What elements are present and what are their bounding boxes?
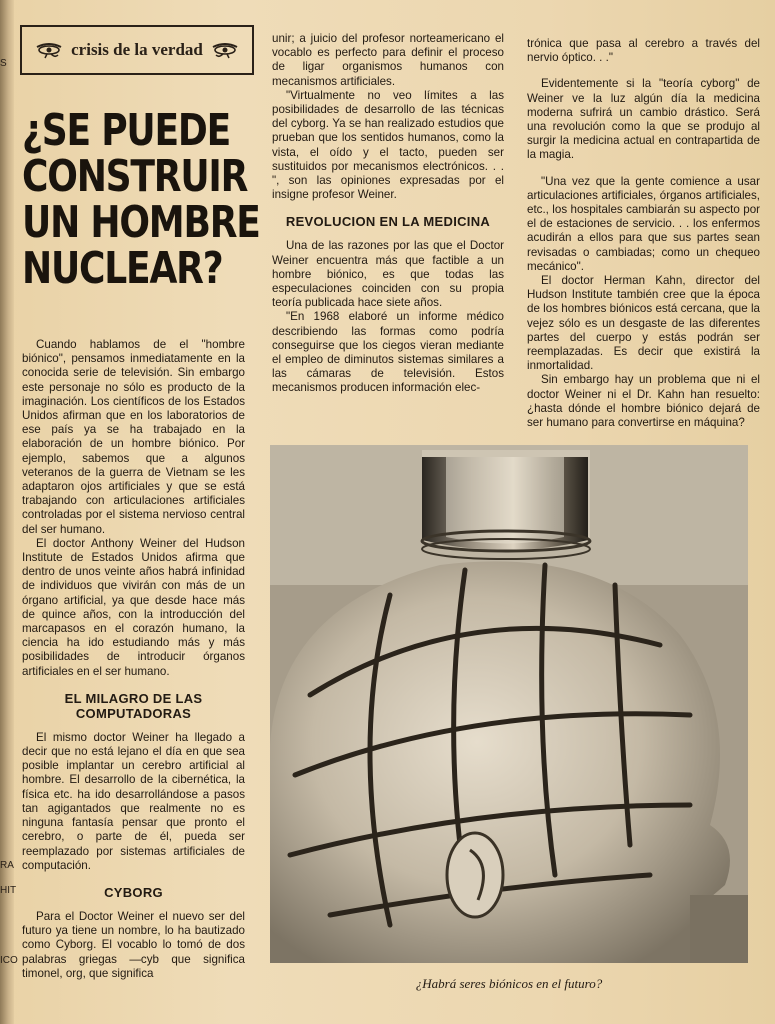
- section-header: [20, 25, 254, 75]
- text-column-3: [527, 37, 760, 430]
- headline-line: NUCLEAR?: [22, 243, 223, 294]
- headline-line: ¿SE PUEDE: [22, 105, 231, 156]
- subheading: CYBORG: [104, 884, 163, 900]
- paragraph: El doctor Herman Kahn, director del Hudson Institute también cree que la época de los hombres biónicos está cercana, que la vejez sólo es un desgaste de las diferentes partes del cuerpo y estás podrán ser reemplazadas. Es decir que existirá la inmortalidad.: [527, 274, 760, 373]
- section-label: crisis de la verdad: [71, 40, 203, 59]
- paragraph: El mismo doctor Weiner ha llegado a decir que no está lejano el día en que sea posible implantar un cerebro artificial al hombre. El desarrollo de la cibernética, la física etc. ha ido desarrollándose a pasos tan agigantados que realmente no es ninguna fantasía pensar que pronto el cerebro, o parte de él, pueda ser reemplazado por sistemas artificiales de computación.: [22, 730, 245, 872]
- photo-caption: ¿Habrá seres biónicos en el futuro?: [415, 976, 603, 991]
- gutter-text: ICO: [0, 955, 18, 966]
- paragraph: "Virtualmente no veo límites a las posibilidades de desarrollo de las técnicas del cyborg. Ya se han realizado estudios que prueban que los sentidos humanos, como la vista, el oído y el tacto, pueden ser sustituidos por mecanismos electrónicos. . . ", son las opiniones expresadas por el insigne profesor Weiner.: [272, 88, 504, 202]
- text-column-2: [272, 32, 504, 396]
- paragraph: Sin embargo hay un problema que ni el doctor Weiner ni el Dr. Kahn han resuelto: ¿hasta dónde el hombre biónico dejará de ser humano para convertirse en máquina?: [527, 373, 760, 430]
- subheading: EL MILAGRO DE LAS COMPUTADORAS: [64, 690, 203, 721]
- paragraph: Una de las razones por las que el Doctor Weiner encuentra más que factible a un hombre biónico, es que todas las especulaciones coinciden con su propia teoría publicada hace siete años.: [272, 239, 504, 310]
- article-headline: [22, 105, 260, 294]
- gutter-text: HIT: [0, 885, 17, 896]
- headline-line: UN HOMBRE: [22, 197, 260, 248]
- paragraph: trónica que pasa al cerebro a través del nervio óptico. . .": [527, 37, 760, 65]
- text-column-1: [22, 338, 245, 981]
- gutter-text: RA: [0, 860, 14, 871]
- eye-of-horus-icon: [35, 41, 63, 59]
- paragraph: Evidentemente si la "teoría cyborg" de Weiner ve la luz algún día la medicina moderna sufrirá un cambio drástico. Será una revolución como la que se produjo al surgir la medicina actual en contrapartida de la magia.: [527, 77, 760, 162]
- head-grid-illustration: [270, 445, 748, 963]
- eye-of-horus-icon: [211, 41, 239, 59]
- gutter-text: S: [0, 58, 7, 69]
- bionic-head-photo: [270, 445, 748, 963]
- paragraph: "Una vez que la gente comience a usar articulaciones artificiales, órganos artificiales, etc., los hospitales cambiarán su aspecto por el de estaciones de servicio. . . los enfermos acudirán a ellos para que sus partes sean revisadas o cambiadas; como un chequeo mecánico".: [527, 174, 760, 273]
- paragraph: Para el Doctor Weiner el nuevo ser del futuro ya tiene un nombre, lo ha bautizado como Cyborg. El vocablo lo tomó de dos palabras griegas —cyb que significa timonel, org, que significa: [22, 909, 245, 980]
- paragraph: unir; a juicio del profesor norteamericano el vocablo es perfecto para definir el proceso de ligar organismos humanos con mecanismos artificiales.: [272, 32, 504, 88]
- subheading: REVOLUCION EN LA MEDICINA: [285, 214, 491, 230]
- headline-line: CONSTRUIR: [22, 151, 248, 202]
- paragraph: Cuando hablamos de el "hombre biónico", pensamos inmediatamente en la conocida serie de televisión. Sin embargo este personaje no sólo es producto de la imaginación. Los científicos de los Estados Unidos afirman que en los laboratorios de ese país ya se ha trabajado en la elaboración de un hombre biónico. Por ejemplo, sabemos que a algunos veteranos de la guerra de Vietnam se les adaptaron ojos artificiales y que se está trabajando con articulaciones artificiales controladas por el sistema nervioso central del ser humano.: [22, 338, 245, 536]
- binding-gutter: [0, 0, 18, 1024]
- paragraph: El doctor Anthony Weiner del Hudson Institute de Estados Unidos afirma que dentro de unos veinte años habrá infinidad de individuos que vivirán con más de un órgano artificial, ya que desde hace más de quince años, con la introducción del marcapasos en el corazón humano, la ciencia ha ido estudiando más y más posibilidades de introducir órganos artificiales en el ser humano.: [22, 536, 245, 678]
- paragraph: "En 1968 elaboré un informe médico describiendo las formas como podría conseguirse que los ciegos vieran mediante el empleo de diminutos sistemas similares a las cámaras de televisión. Estos mecanismos producen información elec-: [272, 310, 504, 395]
